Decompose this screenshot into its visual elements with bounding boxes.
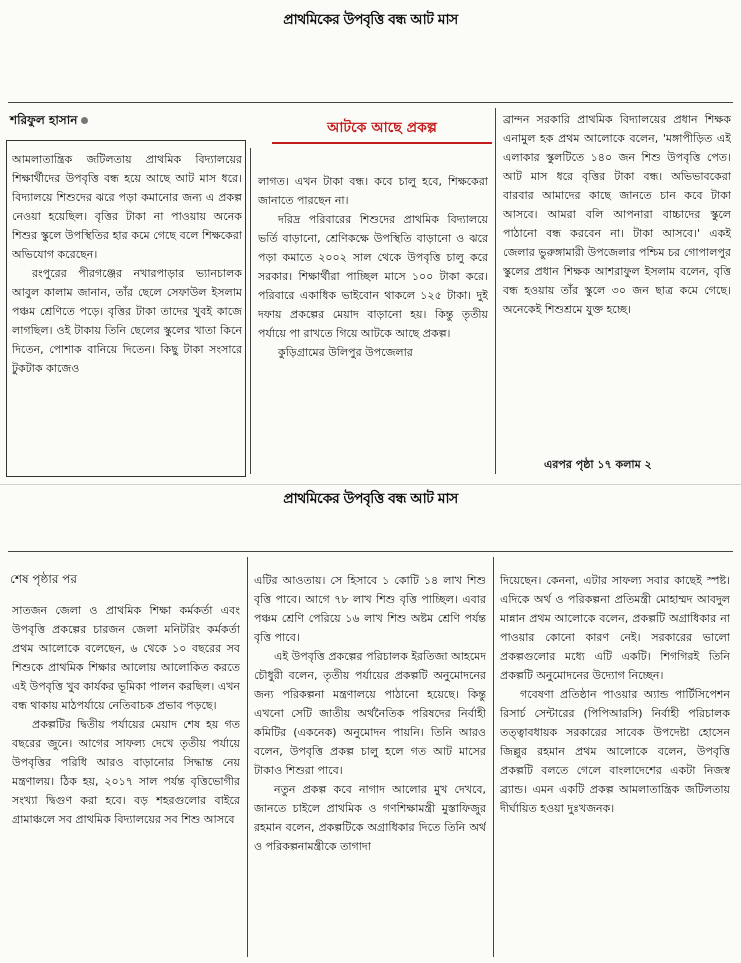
paragraph: দরিদ্র পরিবারের শিশুদের প্রাথমিক বিদ্যালয়ে ভর্তি বাড়ানো, শ্রেণিকক্ষে উপস্থিতি বাড়ানো ও ঝরে পড়া কমাতে ২০০২ সাল থেকে উপবৃত্তি চালু করে সরকার। শিক্ষার্থীরা পাচ্ছিল মাসে ১০০ টাকা করে। পরিবারে একাধিক ভাইবোন থাকলে ১২৫ টাকা। দুই দফায় প্রকল্পের মেয়াদ বাড়ানো হয়। কিন্তু তৃতীয় পর্যায়ে পা রাখতে গিয়ে আটকে আছে প্রকল্প। xyxy=(258,213,488,340)
headline-rule xyxy=(8,102,733,103)
continued-from-note: শেষ পৃষ্ঠার পর xyxy=(10,572,78,586)
headline-rule xyxy=(8,551,733,552)
paragraph: গবেষণা প্রতিষ্ঠান পাওয়ার অ্যান্ড পার্টিসিপেশন রিসার্চ সেন্টারের (পিপিআরসি) নির্বাহী পরিচালক তত্ত্বাবধায়ক সরকারের সাবেক উপদেষ্টা হোসেন জিল্লুর রহমান প্রথম আলোকে বলেন, উপবৃত্তি প্রকল্পটি বলতে গেলে বাংলাদেশের একটা নিজস্ব ব্র্যান্ড। এমন একটি প্রকল্প আমলাতান্ত্রিক জটিলতায় দীর্ঘায়িত হওয়া দুঃখজনক। xyxy=(500,688,730,815)
paragraph: প্রকল্পটির দ্বিতীয় পর্যায়ের মেয়াদ শেষ হয় গত বছরের জুনে। আগের সাফল্য দেখে তৃতীয় পর্যায়ে উপবৃত্তির পরিধি আরও বাড়ানোর সিদ্ধান্ত নেয় মন্ত্রণালয়। ঠিক হয়, ২০১৭ সাল পর্যন্ত বৃত্তিভোগীর সংখ্যা দ্বিগুণ করা হবে। বড় শহরগুলোর বাইরে গ্রামাঞ্চলে সব প্রাথমিক বিদ্যালয়ের সব শিশু আসবে xyxy=(12,718,240,826)
paragraph: নতুন প্রকল্প কবে নাগাদ আলোর মুখ দেখবে, জানতে চাইলে প্রাথমিক ও গণশিক্ষামন্ত্রী মুস্তাফিজুর রহমান বলেন, প্রকল্পটিকে অগ্রাধিকার দিতে তিনি অর্থ ও পরিকল্পনামন্ত্রীকে তাগাদা xyxy=(254,783,486,853)
byline: শরিফুল হাসান xyxy=(10,112,88,132)
paragraph: ব্রান্দন সরকারি প্রাথমিক বিদ্যালয়ের প্রধান শিক্ষক এনামুল হক প্রথম আলোকে বলেন, 'মঙ্গাপীড়িত এই এলাকার স্কুলটিতে ১৪০ জন শিশু উপবৃত্তি পেত। আট মাস ধরে বৃত্তির টাকা বন্ধ। অভিভাবকেরা বারবার আমাদের কাছে জানতে চান কবে টাকা আসবে। আমরা বলি আপনারা বাচ্চাদের স্কুলে পাঠানো বন্ধ করবেন না। টাকা আসবে।' একই জেলার ভুরুঙ্গামারী উপজেলার পশ্চিম চর গোপালপুর স্কুলের প্রধান শিক্ষক আশরাফুল ইসলাম বলেন, বৃত্তি বন্ধ হওয়ায় তাঁর স্কুলে ৩০ জন ছাত্র কমে গেছে। অনেকেই শিশুশ্রমে যুক্ত হচ্ছে। xyxy=(503,113,731,316)
byline-dot-icon xyxy=(81,117,88,124)
column-divider xyxy=(250,148,251,474)
paragraph: লাগত। এখন টাকা বন্ধ। কবে চালু হবে, শিক্ষকেরা জানাতে পারছেন না। xyxy=(258,175,488,207)
article-column-2 xyxy=(254,571,486,957)
column-divider xyxy=(493,557,494,957)
headline: প্রাথমিকের উপবৃত্তি বন্ধ আট মাস xyxy=(283,491,458,507)
paragraph: দিয়েছেন। কেননা, এটার সাফল্য সবার কাছেই স্পষ্ট। এদিকে অর্থ ও পরিকল্পনা প্রতিমন্ত্রী মোহাম্মদ আবদুল মান্নান প্রথম আলোকে বলেন, প্রকল্পটি অগ্রাধিকার না পাওয়ার কোনো কারণ নেই। সরকারের ভালো প্রকল্পগুলোর মধ্যে এটি একটি। শিগগিরই তিনি প্রকল্পটি অনুমোদনের উদ্যোগ নিচ্ছেন। xyxy=(500,574,730,682)
paragraph: এটির আওতায়। সে হিসাবে ১ কোটি ১৪ লাখ শিশু বৃত্তি পাবে। আগে ৭৮ লাখ শিশু বৃত্তি পাচ্ছিল। এবার পঞ্চম শ্রেণি পেরিয়ে ১৬ লাখ শিশু অষ্টম শ্রেণি পর্যন্ত বৃত্তি পাবে। xyxy=(254,574,486,644)
news-clipping-front xyxy=(0,0,741,480)
paragraph: কুড়িগ্রামের উলিপুর উপজেলার xyxy=(278,346,413,359)
kicker: আটকে আছে প্রকল্প xyxy=(272,116,492,144)
article-column-1 xyxy=(12,150,242,474)
continued-note: এরপর পৃষ্ঠা ১৭ কলাম ২ xyxy=(544,458,652,471)
paragraph: আমলাতান্ত্রিক জটিলতায় প্রাথমিক বিদ্যালয়ের শিক্ষার্থীদের উপবৃত্তি বন্ধ হয়ে আছে আট মাস ধরে। বিদ্যালয়ে শিশুদের ঝরে পড়া কমানোর জন্য এ প্রকল্প নেওয়া হয়েছিল। বৃত্তির টাকা না পাওয়ায় অনেক শিশুর স্কুলে উপস্থিতির হার কমে গেছে বলে শিক্ষকেরা অভিযোগ করেছেন। xyxy=(12,153,242,261)
article-column-1 xyxy=(12,601,240,957)
headline: প্রাথমিকের উপবৃত্তি বন্ধ আট মাস xyxy=(283,12,458,28)
paragraph: এই উপবৃত্তি প্রকল্পের পরিচালক ইরতিজা আহমেদ চৌধুরী বলেন, তৃতীয় পর্যায়ের প্রকল্পটি অনুমোদনের জন্য পরিকল্পনা মন্ত্রণালয়ে পাঠানো হয়েছে। কিন্তু এখনো সেটি জাতীয় অর্থনৈতিক পরিষদের নির্বাহী কমিটির (একনেক) অনুমোদন পায়নি। তিনি আরও বলেন, উপবৃত্তি প্রকল্প চালু হলে গত আট মাসের টাকাও শিশুরা পাবে। xyxy=(254,650,486,777)
column-divider xyxy=(495,108,496,474)
news-clipping-inside xyxy=(0,484,741,963)
article-column-3 xyxy=(503,110,731,446)
article-column-2 xyxy=(258,172,488,476)
paragraph: রংপুরের পীরগঞ্জের নখারপাড়ার ভ্যানচালক আবুল কালাম জানান, তাঁর ছেলে সেফাউল ইসলাম পঞ্চম শ্রেণিতে পড়ে। বৃত্তির টাকা তাদের খুবই কাজে লাগছিল। ওই টাকায় তিনি ছেলের স্কুলের খাতা কিনে দিতেন, পোশাক বানিয়ে দিতেন। কিছু টাকা সংসারে টুকটাক কাজেও xyxy=(12,267,242,375)
article-column-3 xyxy=(500,571,730,957)
column-divider xyxy=(247,557,248,957)
paragraph: সাতজন জেলা ও প্রাথমিক শিক্ষা কর্মকর্তা এবং উপবৃত্তি প্রকল্পের চারজন জেলা মনিটরিং কর্মকর্তা প্রথম আলোকে বলেছেন, ৬ থেকে ১০ বছরের সব শিশুকে প্রাথমিক শিক্ষার আলোয় আলোকিত করতে এই উপবৃত্তি খুব কার্যকর ভূমিকা পালন করছিল। এখন বন্ধ থাকায় মাঠপর্যায়ে নেতিবাচক প্রভাব পড়ছে। xyxy=(12,604,240,712)
